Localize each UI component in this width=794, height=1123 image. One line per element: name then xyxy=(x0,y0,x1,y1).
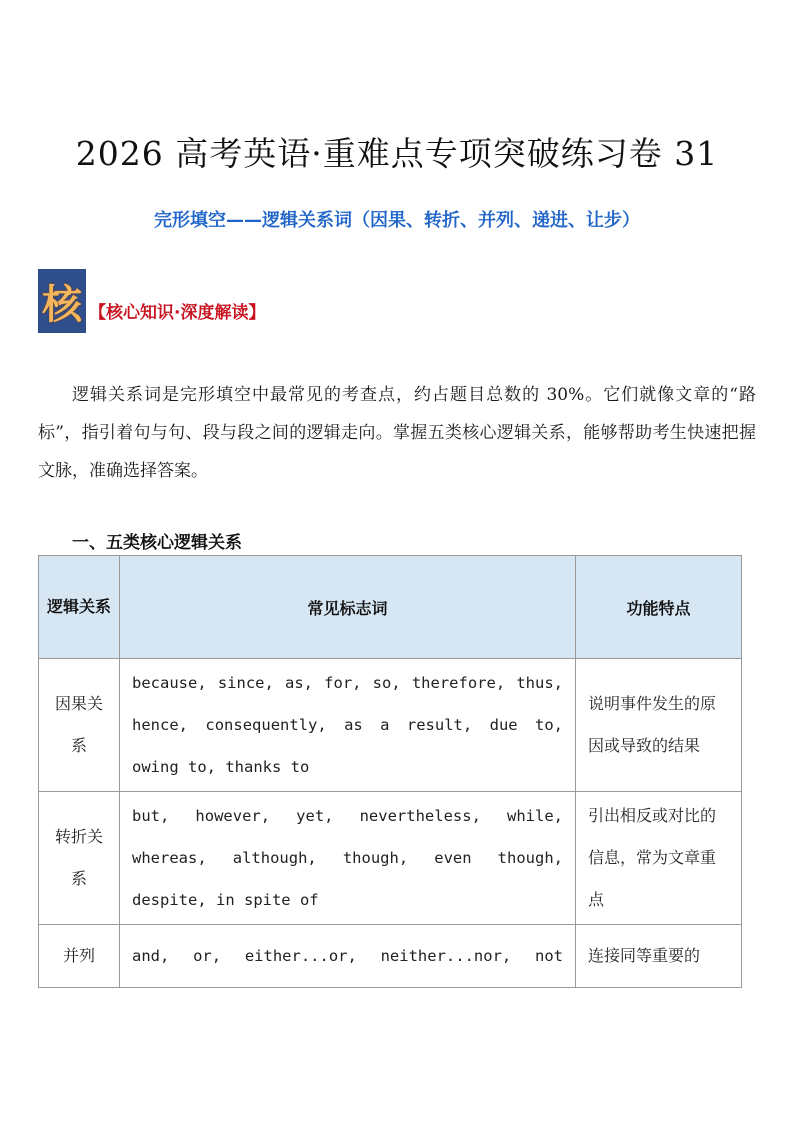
table-row xyxy=(39,792,742,925)
header-function: 功能特点 xyxy=(576,556,742,659)
table-row xyxy=(39,925,742,988)
relation-cell: 因果关系 xyxy=(39,659,120,792)
section-label: 【核心知识·深度解读】 xyxy=(89,303,266,323)
function-cell: 连接同等重要的 xyxy=(576,925,742,988)
table-header-row xyxy=(39,556,742,659)
function-cell: 说明事件发生的原因或导致的结果 xyxy=(576,659,742,792)
core-badge-char: 核 xyxy=(42,281,82,328)
words-cell: but, however, yet, nevertheless, while, whereas, although, though, even though, despite, in spite of xyxy=(120,792,576,925)
header-relation: 逻辑关系 xyxy=(39,556,120,659)
relation-cell: 转折关系 xyxy=(39,792,120,925)
section-heading: 一、五类核心逻辑关系 xyxy=(72,533,242,553)
core-badge xyxy=(38,269,86,333)
page-title: 2026 高考英语·重难点专项突破练习卷 31 xyxy=(75,134,719,173)
header-words: 常见标志词 xyxy=(120,556,576,659)
intro-paragraph: 逻辑关系词是完形填空中最常见的考查点，约占题目总数的 30%。它们就像文章的“路标”，指引着句与句、段与段之间的逻辑走向。掌握五类核心逻辑关系，能够帮助考生快速把握文脉，准确选择答案。 xyxy=(38,385,756,481)
function-cell: 引出相反或对比的信息，常为文章重点 xyxy=(576,792,742,925)
page-subtitle: 完形填空——逻辑关系词（因果、转折、并列、递进、让步） xyxy=(154,210,640,231)
logic-table xyxy=(38,555,742,988)
relation-cell: 并列 xyxy=(39,925,120,988)
table-row xyxy=(39,659,742,792)
words-cell: and, or, either...or, neither...nor, not xyxy=(120,925,576,988)
words-cell: because, since, as, for, so, therefore, thus, hence, consequently, as a result, due to, owing to, thanks to xyxy=(120,659,576,792)
